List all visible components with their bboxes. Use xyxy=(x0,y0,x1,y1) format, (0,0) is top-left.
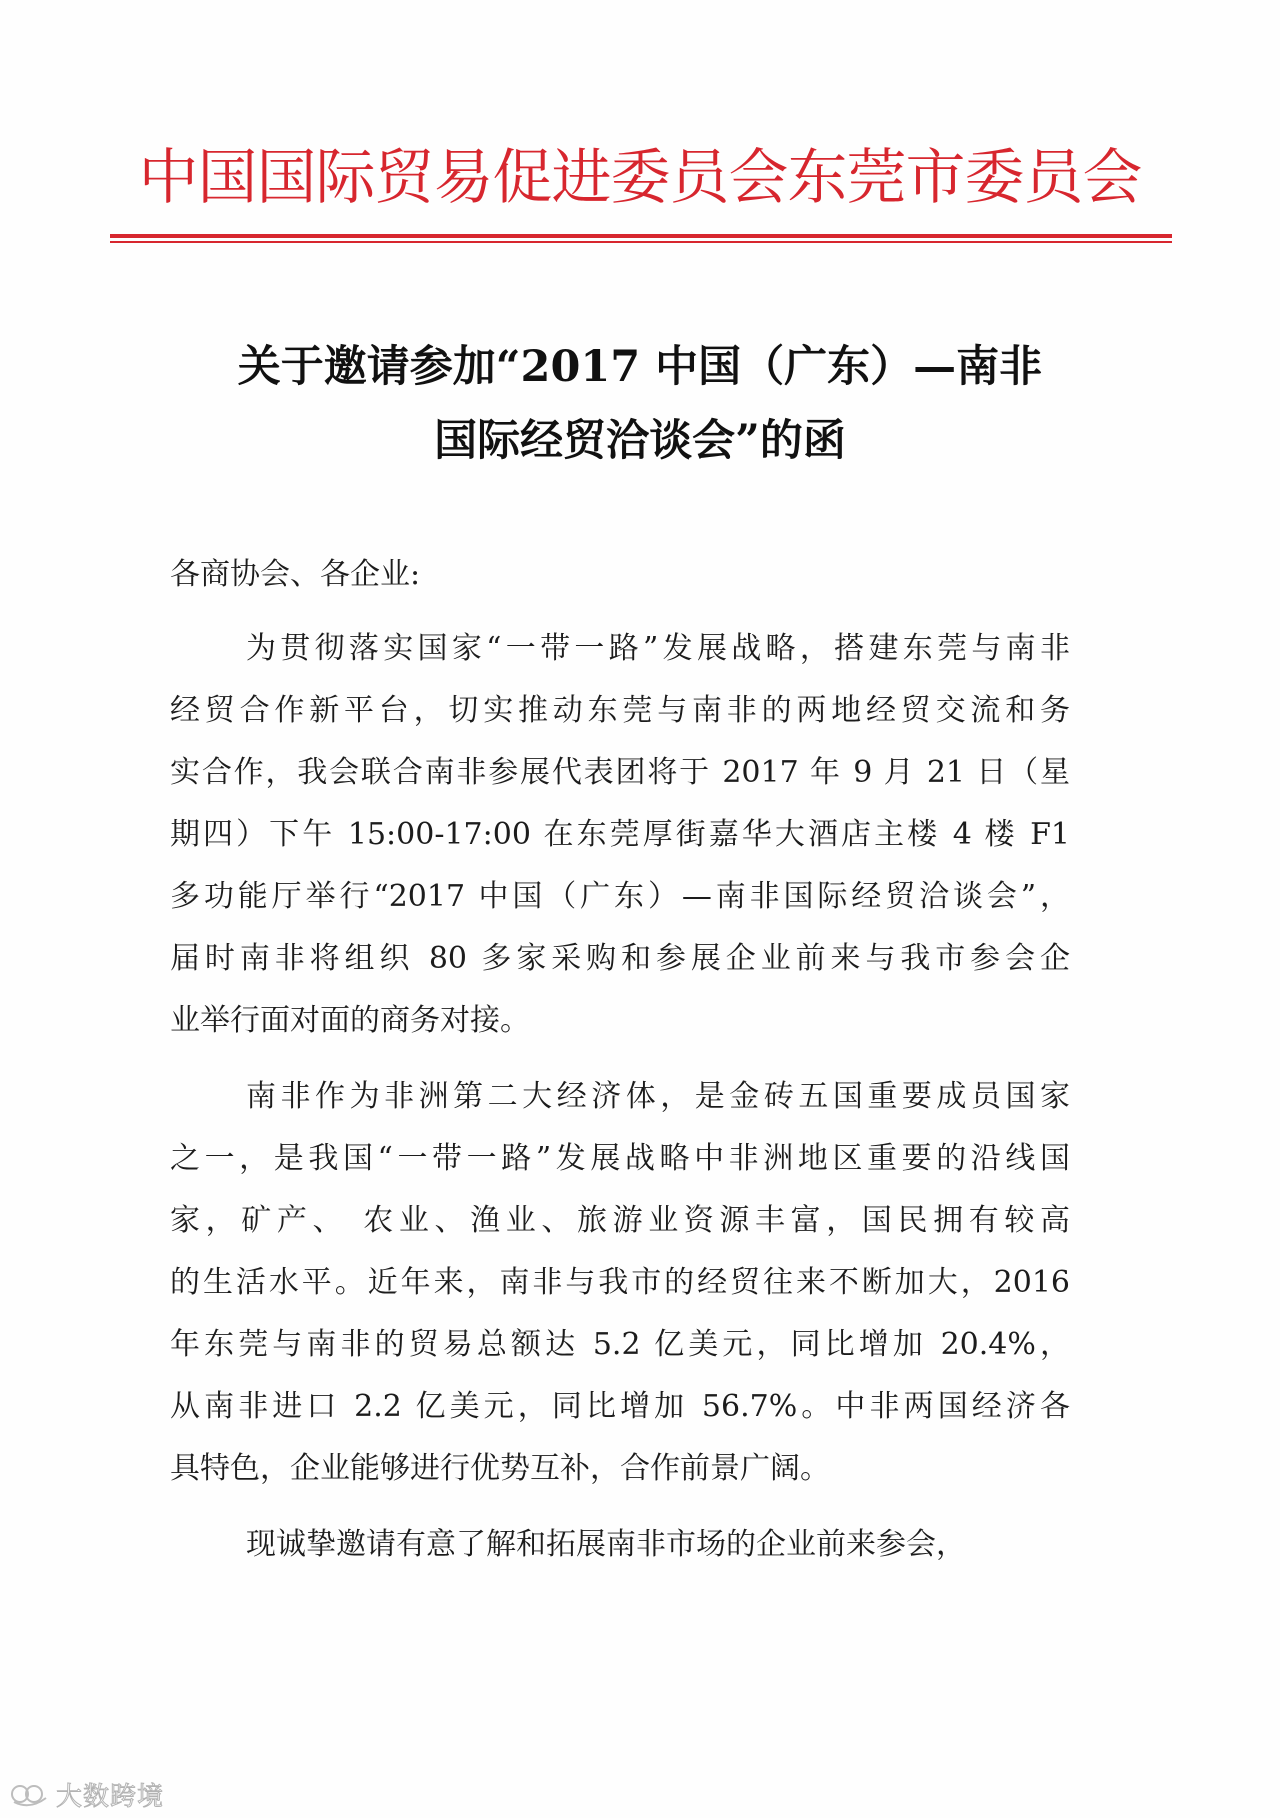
document-title-line-2: 国际经贸洽谈会”的函 xyxy=(434,416,846,466)
brand-logo-icon xyxy=(10,1780,50,1808)
paragraph-line: 期四）下午 15:00-17:00 在东莞厚街嘉华大酒店主楼 4 楼 F1 xyxy=(170,817,1070,852)
paragraph-3 xyxy=(170,1514,1070,1576)
document-title xyxy=(140,330,1140,478)
paragraph-line: 实合作，我会联合南非参展代表团将于 2017 年 9 月 21 日（星 xyxy=(170,755,1070,790)
paragraph-line: 南非作为非洲第二大经济体，是金砖五国重要成员国家 xyxy=(246,1079,1070,1114)
letterhead-rule-thick xyxy=(110,234,1172,238)
paragraph-line: 多功能厅举行“2017 中国（广东）—南非国际经贸洽谈会”， xyxy=(170,879,1070,914)
letterhead-title: 中国国际贸易促进委员会东莞市委员会 xyxy=(138,143,1142,213)
paragraph-line: 业举行面对面的商务对接。 xyxy=(170,1003,530,1038)
paragraph-2 xyxy=(170,1066,1070,1500)
document-title-line-1: 关于邀请参加“2017 中国（广东）—南非 xyxy=(237,342,1043,392)
watermark xyxy=(10,1776,164,1812)
letterhead-rule-thin xyxy=(110,241,1172,243)
paragraph-line: 为贯彻落实国家“一带一路”发展战略，搭建东莞与南非 xyxy=(246,631,1070,666)
document-body xyxy=(170,542,1070,1576)
paragraph-line: 经贸合作新平台，切实推动东莞与南非的两地经贸交流和务 xyxy=(170,693,1070,728)
paragraph-line: 年东莞与南非的贸易总额达 5.2 亿美元，同比增加 20.4%， xyxy=(170,1327,1070,1362)
watermark-text: 大数跨境 xyxy=(56,1781,165,1812)
paragraph-line: 具特色，企业能够进行优势互补，合作前景广阔。 xyxy=(170,1451,830,1486)
paragraph-line: 届时南非将组织 80 多家采购和参展企业前来与我市参会企 xyxy=(170,941,1070,976)
paragraph-line: 家，矿产、 农业、渔业、旅游业资源丰富，国民拥有较高 xyxy=(170,1203,1070,1238)
paragraph-line: 之一，是我国“一带一路”发展战略中非洲地区重要的沿线国 xyxy=(170,1141,1070,1176)
salutation: 各商协会、各企业: xyxy=(170,557,421,592)
paragraph-line: 的生活水平。近年来，南非与我市的经贸往来不断加大，2016 xyxy=(170,1265,1070,1300)
paragraph-line: 现诚挚邀请有意了解和拓展南非市场的企业前来参会， xyxy=(246,1527,966,1562)
paragraph-line: 从南非进口 2.2 亿美元，同比增加 56.7%。中非两国经济各 xyxy=(170,1389,1070,1424)
paragraph-1 xyxy=(170,618,1070,1052)
